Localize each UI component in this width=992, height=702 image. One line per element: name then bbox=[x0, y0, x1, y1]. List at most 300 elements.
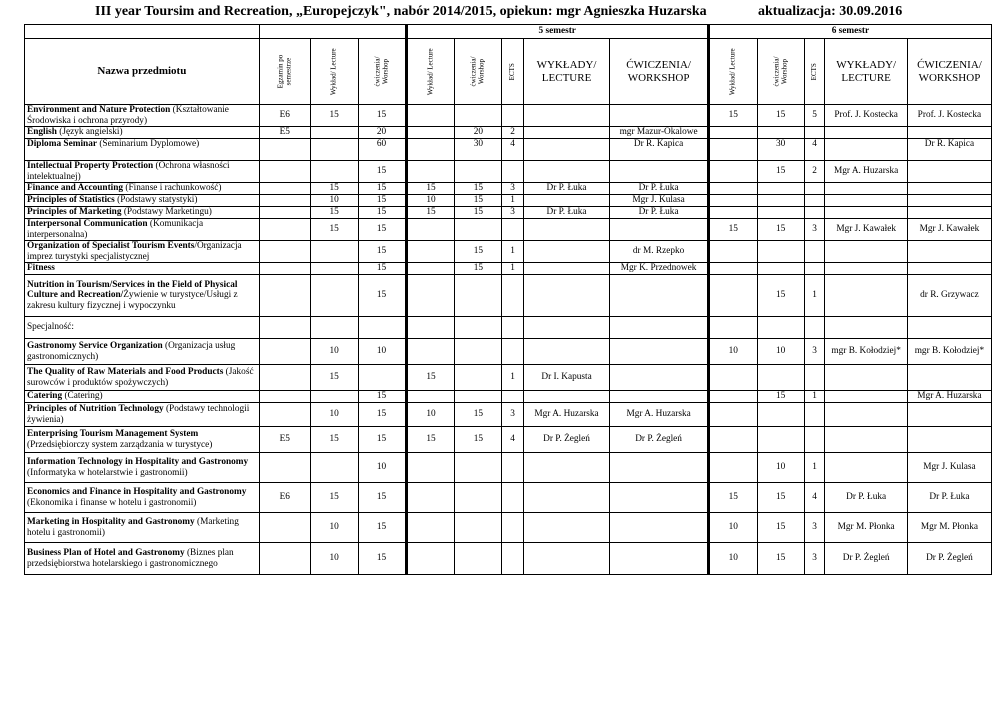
table-row bbox=[25, 403, 992, 427]
course-name bbox=[25, 317, 260, 339]
exam-cell bbox=[259, 275, 310, 317]
workshop-hours-cell: 20 bbox=[358, 127, 406, 139]
s6-workshop-teacher-cell: Dr R. Kapica bbox=[907, 139, 991, 161]
course-name bbox=[25, 127, 260, 139]
exam-cell: E6 bbox=[259, 105, 310, 127]
curriculum-table bbox=[24, 24, 992, 575]
s6-lecture-hours-cell bbox=[708, 391, 757, 403]
s5-lecture-hours-cell bbox=[406, 483, 455, 513]
workshop-hours-cell: 15 bbox=[358, 219, 406, 241]
table-row bbox=[25, 219, 992, 241]
exam-cell: E5 bbox=[259, 127, 310, 139]
course-name-english: Economics and Finance in Hospitality and Gastronomy bbox=[27, 487, 247, 497]
course-name bbox=[25, 513, 260, 543]
exam-cell bbox=[259, 317, 310, 339]
course-name-polish: /Organizacja imprez turystyki specjalistycznej bbox=[27, 241, 242, 262]
s6-workshop-teacher-cell: Mgr J. Kulasa bbox=[907, 453, 991, 483]
s5-lecturer-cell bbox=[523, 139, 610, 161]
lecture-hours-cell: 15 bbox=[310, 207, 358, 219]
lecture-hours-cell: 10 bbox=[310, 339, 358, 365]
s5-lecture-hours-cell bbox=[406, 339, 455, 365]
workshop-hours-cell: 15 bbox=[358, 183, 406, 195]
s6-workshop-teacher-cell: Dr P. Łuka bbox=[907, 483, 991, 513]
course-name-english: Principles of Marketing bbox=[27, 207, 122, 218]
course-name-english: English bbox=[27, 127, 57, 138]
workshop-hours-cell: 10 bbox=[358, 339, 406, 365]
s5-lecturer-cell bbox=[523, 275, 610, 317]
s6-ects-cell: 3 bbox=[804, 219, 825, 241]
s5-lecturer-cell: Dr I. Kapusta bbox=[523, 365, 610, 391]
s5-workshop-teacher-cell: Mgr A. Huzarska bbox=[610, 403, 709, 427]
s6-ects-cell bbox=[804, 403, 825, 427]
document-header bbox=[0, 4, 992, 22]
s5-lecturer-cell: Dr P. Łuka bbox=[523, 207, 610, 219]
s6-ects-cell: 1 bbox=[804, 391, 825, 403]
course-name-polish: (Ekonomika i finanse w hotelu i gastronomii) bbox=[27, 497, 197, 508]
s6-lecturer-cell bbox=[825, 403, 907, 427]
course-name-polish: (Organizacja usług gastronomicznych) bbox=[27, 341, 236, 362]
exam-cell bbox=[259, 195, 310, 207]
course-name-polish: (Przedsiębiorczy system zarządzania w turystyce) bbox=[27, 439, 213, 450]
table-row bbox=[25, 207, 992, 219]
s6-ects-cell: 1 bbox=[804, 275, 825, 317]
course-name-polish: (Catering) bbox=[62, 391, 103, 402]
s5-workshop-hours-cell: 30 bbox=[455, 139, 502, 161]
s6-lecturer-cell: mgr B. Kołodziej* bbox=[825, 339, 907, 365]
course-name bbox=[25, 195, 260, 207]
s5-ects-cell: 1 bbox=[502, 241, 523, 263]
s5-ects-cell: 3 bbox=[502, 183, 523, 195]
s6-workshop-hours-cell bbox=[757, 263, 804, 275]
lecture-hours-cell: 15 bbox=[310, 183, 358, 195]
course-rows bbox=[25, 105, 992, 575]
s6-lecture-hours-cell: 15 bbox=[708, 483, 757, 513]
s6-ects-cell: 1 bbox=[804, 453, 825, 483]
sem6-lecturer-column-header: WYKŁADY/ LECTURE bbox=[825, 39, 907, 105]
s5-workshop-teacher-cell bbox=[610, 275, 709, 317]
s5-workshop-hours-cell bbox=[455, 513, 502, 543]
s5-workshop-hours-cell bbox=[455, 391, 502, 403]
course-name bbox=[25, 403, 260, 427]
course-name-english: Information Technology in Hospitality and Gastronomy bbox=[27, 457, 249, 467]
s5-lecturer-cell: Dr P. Żegleń bbox=[523, 427, 610, 453]
s6-lecture-hours-cell bbox=[708, 139, 757, 161]
course-name-polish: Specjalność: bbox=[27, 322, 74, 333]
s5-ects-cell: 2 bbox=[502, 127, 523, 139]
s6-lecturer-cell bbox=[825, 139, 907, 161]
s6-workshop-teacher-cell bbox=[907, 207, 991, 219]
s6-workshop-teacher-cell bbox=[907, 317, 991, 339]
s5-workshop-hours-cell bbox=[455, 339, 502, 365]
s6-workshop-teacher-cell bbox=[907, 263, 991, 275]
sem5-workshop-column-header: ćwiczenia/ Worshop bbox=[455, 39, 502, 105]
table-row bbox=[25, 263, 992, 275]
sem5-ects-column-header: ECTS bbox=[502, 39, 523, 105]
course-name-polish: (Jakość surowców i produktów spożywczych) bbox=[27, 367, 254, 388]
s6-ects-cell bbox=[804, 183, 825, 195]
exam-cell bbox=[259, 453, 310, 483]
exam-cell bbox=[259, 403, 310, 427]
s5-workshop-teacher-cell: Mgr K. Przednowek bbox=[610, 263, 709, 275]
table-row bbox=[25, 139, 992, 161]
s6-workshop-teacher-cell bbox=[907, 403, 991, 427]
s6-lecture-hours-cell bbox=[708, 365, 757, 391]
s6-lecturer-cell bbox=[825, 275, 907, 317]
s5-ects-cell: 1 bbox=[502, 365, 523, 391]
s5-ects-cell: 1 bbox=[502, 263, 523, 275]
s5-workshop-hours-cell bbox=[455, 275, 502, 317]
s6-lecturer-cell: Mgr M. Płonka bbox=[825, 513, 907, 543]
course-name-english: The Quality of Raw Materials and Food Products bbox=[27, 367, 224, 377]
s5-ects-cell bbox=[502, 339, 523, 365]
workshop-hours-cell: 60 bbox=[358, 139, 406, 161]
workshop-hours-cell: 15 bbox=[358, 483, 406, 513]
s5-workshop-teacher-cell bbox=[610, 365, 709, 391]
s6-ects-cell: 4 bbox=[804, 483, 825, 513]
s5-ects-cell bbox=[502, 219, 523, 241]
lecture-hours-cell bbox=[310, 241, 358, 263]
workshop-hours-cell: 15 bbox=[358, 513, 406, 543]
s5-lecturer-cell bbox=[523, 339, 610, 365]
s6-lecturer-cell bbox=[825, 241, 907, 263]
s6-workshop-hours-cell: 15 bbox=[757, 513, 804, 543]
s6-workshop-teacher-cell bbox=[907, 427, 991, 453]
s6-lecture-hours-cell bbox=[708, 403, 757, 427]
course-name bbox=[25, 219, 260, 241]
exam-cell bbox=[259, 513, 310, 543]
exam-cell bbox=[259, 339, 310, 365]
s5-workshop-teacher-cell: Dr P. Łuka bbox=[610, 207, 709, 219]
exam-cell bbox=[259, 241, 310, 263]
s5-ects-cell bbox=[502, 105, 523, 127]
s5-lecture-hours-cell bbox=[406, 127, 455, 139]
exam-cell bbox=[259, 391, 310, 403]
s6-workshop-hours-cell bbox=[757, 183, 804, 195]
s5-ects-cell bbox=[502, 453, 523, 483]
exam-cell bbox=[259, 139, 310, 161]
workshop-hours-cell bbox=[358, 317, 406, 339]
s6-workshop-hours-cell: 15 bbox=[757, 543, 804, 575]
s5-workshop-teacher-cell: dr M. Rzepko bbox=[610, 241, 709, 263]
course-name-polish: Żywienie w turystyce/Usługi z zakresu kultury fizycznej i wypoczynku bbox=[27, 290, 238, 311]
s6-ects-cell: 5 bbox=[804, 105, 825, 127]
course-name bbox=[25, 139, 260, 161]
s5-ects-cell: 1 bbox=[502, 195, 523, 207]
s5-lecture-hours-cell: 15 bbox=[406, 427, 455, 453]
table-row bbox=[25, 241, 992, 263]
s6-workshop-hours-cell: 15 bbox=[757, 483, 804, 513]
s5-lecturer-cell bbox=[523, 105, 610, 127]
course-name-polish: (Biznes plan przedsiębiorstwa hotelarskiego i gastronomicznego bbox=[27, 548, 234, 569]
exam-cell: E5 bbox=[259, 427, 310, 453]
s6-ects-cell: 4 bbox=[804, 139, 825, 161]
s5-workshop-hours-cell: 15 bbox=[455, 195, 502, 207]
s6-ects-cell bbox=[804, 207, 825, 219]
lecture-hours-cell: 15 bbox=[310, 105, 358, 127]
s6-lecture-hours-cell: 15 bbox=[708, 105, 757, 127]
s5-lecturer-cell bbox=[523, 543, 610, 575]
s6-workshop-hours-cell bbox=[757, 241, 804, 263]
course-name-english: Principles of Nutrition Technology bbox=[27, 404, 164, 414]
s5-lecturer-cell bbox=[523, 219, 610, 241]
s6-lecture-hours-cell bbox=[708, 207, 757, 219]
s6-lecturer-cell: Prof. J. Kostecka bbox=[825, 105, 907, 127]
s5-lecture-hours-cell bbox=[406, 161, 455, 183]
s5-lecture-hours-cell bbox=[406, 317, 455, 339]
s5-ects-cell bbox=[502, 543, 523, 575]
s5-workshop-hours-cell bbox=[455, 317, 502, 339]
s6-workshop-teacher-cell bbox=[907, 365, 991, 391]
s5-lecturer-cell bbox=[523, 161, 610, 183]
lecture-hours-column-header: Wykład/ Lecture bbox=[310, 39, 358, 105]
course-name-english: Principles of Statistics bbox=[27, 195, 115, 206]
s5-workshop-teacher-cell: Dr P. Żegleń bbox=[610, 427, 709, 453]
s6-workshop-hours-cell: 10 bbox=[757, 453, 804, 483]
course-name bbox=[25, 391, 260, 403]
s6-workshop-hours-cell bbox=[757, 207, 804, 219]
course-name bbox=[25, 543, 260, 575]
s5-lecture-hours-cell bbox=[406, 219, 455, 241]
s6-workshop-teacher-cell: Mgr J. Kawałek bbox=[907, 219, 991, 241]
s6-ects-cell bbox=[804, 195, 825, 207]
s6-lecturer-cell bbox=[825, 317, 907, 339]
table-row bbox=[25, 105, 992, 127]
s5-lecturer-cell bbox=[523, 483, 610, 513]
s6-workshop-hours-cell: 15 bbox=[757, 105, 804, 127]
s6-lecture-hours-cell: 15 bbox=[708, 219, 757, 241]
s6-ects-cell bbox=[804, 427, 825, 453]
course-name-polish: (Komunikacja interpersonalna) bbox=[27, 219, 204, 240]
s6-workshop-hours-cell bbox=[757, 195, 804, 207]
s5-workshop-teacher-cell bbox=[610, 543, 709, 575]
s6-workshop-teacher-cell: mgr B. Kołodziej* bbox=[907, 339, 991, 365]
course-name-polish: (Ochrona własności intelektualnej) bbox=[27, 161, 230, 182]
lecture-hours-cell: 10 bbox=[310, 543, 358, 575]
semester-5-header: 5 semestr bbox=[406, 25, 708, 39]
s5-lecture-hours-cell: 15 bbox=[406, 365, 455, 391]
s5-workshop-hours-cell bbox=[455, 483, 502, 513]
course-name-english: Gastronomy Service Organization bbox=[27, 341, 163, 351]
s6-lecture-hours-cell: 10 bbox=[708, 339, 757, 365]
s6-lecture-hours-cell bbox=[708, 127, 757, 139]
course-name-english: Enterprising Tourism Management System bbox=[27, 429, 199, 439]
s5-lecturer-cell: Mgr A. Huzarska bbox=[523, 403, 610, 427]
s5-workshop-teacher-cell: Dr P. Łuka bbox=[610, 183, 709, 195]
s5-lecturer-cell bbox=[523, 263, 610, 275]
s6-lecturer-cell: Mgr J. Kawałek bbox=[825, 219, 907, 241]
s6-workshop-hours-cell: 30 bbox=[757, 139, 804, 161]
table-row bbox=[25, 339, 992, 365]
s6-lecture-hours-cell bbox=[708, 161, 757, 183]
course-name bbox=[25, 183, 260, 195]
s6-lecture-hours-cell bbox=[708, 183, 757, 195]
s5-workshop-teacher-cell bbox=[610, 483, 709, 513]
semester-6-header: 6 semestr bbox=[708, 25, 991, 39]
course-name bbox=[25, 275, 260, 317]
course-name bbox=[25, 483, 260, 513]
s6-lecture-hours-cell bbox=[708, 427, 757, 453]
lecture-hours-cell bbox=[310, 127, 358, 139]
s6-lecturer-cell bbox=[825, 365, 907, 391]
s6-workshop-hours-cell bbox=[757, 127, 804, 139]
table-row bbox=[25, 195, 992, 207]
table-row bbox=[25, 365, 992, 391]
course-name-english: Intellectual Property Protection bbox=[27, 161, 154, 171]
s5-ects-cell bbox=[502, 317, 523, 339]
exam-cell bbox=[259, 543, 310, 575]
sem5-lecturer-column-header: WYKŁADY/ LECTURE bbox=[523, 39, 610, 105]
s5-workshop-teacher-cell bbox=[610, 339, 709, 365]
workshop-hours-column-header: ćwiczenia/ Worshop bbox=[358, 39, 406, 105]
workshop-hours-cell: 15 bbox=[358, 241, 406, 263]
s5-lecturer-cell: Dr P. Łuka bbox=[523, 183, 610, 195]
s6-ects-cell bbox=[804, 241, 825, 263]
sem6-workshop-teacher-column-header: ĆWICZENIA/ WORKSHOP bbox=[907, 39, 991, 105]
s5-ects-cell bbox=[502, 161, 523, 183]
s6-lecturer-cell bbox=[825, 453, 907, 483]
s6-lecturer-cell bbox=[825, 195, 907, 207]
s5-workshop-hours-cell bbox=[455, 219, 502, 241]
s6-workshop-hours-cell: 15 bbox=[757, 275, 804, 317]
s5-workshop-hours-cell: 15 bbox=[455, 427, 502, 453]
header-blank-2 bbox=[259, 25, 406, 39]
s6-workshop-hours-cell bbox=[757, 365, 804, 391]
lecture-hours-cell: 15 bbox=[310, 219, 358, 241]
s6-workshop-hours-cell: 15 bbox=[757, 161, 804, 183]
s5-ects-cell bbox=[502, 513, 523, 543]
s5-lecture-hours-cell bbox=[406, 275, 455, 317]
s6-workshop-teacher-cell bbox=[907, 195, 991, 207]
s5-workshop-teacher-cell: Mgr J. Kulasa bbox=[610, 195, 709, 207]
s6-ects-cell bbox=[804, 263, 825, 275]
course-name bbox=[25, 105, 260, 127]
exam-cell bbox=[259, 183, 310, 195]
table-row bbox=[25, 543, 992, 575]
lecture-hours-cell bbox=[310, 453, 358, 483]
s6-workshop-teacher-cell bbox=[907, 161, 991, 183]
s5-lecture-hours-cell bbox=[406, 513, 455, 543]
s5-ects-cell bbox=[502, 391, 523, 403]
s6-workshop-teacher-cell: Mgr M. Płonka bbox=[907, 513, 991, 543]
s5-workshop-hours-cell bbox=[455, 161, 502, 183]
workshop-hours-cell: 15 bbox=[358, 161, 406, 183]
s6-lecturer-cell bbox=[825, 263, 907, 275]
workshop-hours-cell: 15 bbox=[358, 195, 406, 207]
table-row bbox=[25, 391, 992, 403]
table-row bbox=[25, 161, 992, 183]
course-name bbox=[25, 453, 260, 483]
s5-lecture-hours-cell: 10 bbox=[406, 403, 455, 427]
s6-workshop-teacher-cell: dr R. Grzywacz bbox=[907, 275, 991, 317]
course-name-english: Organization of Specialist Tourism Events bbox=[27, 241, 195, 251]
workshop-hours-cell bbox=[358, 365, 406, 391]
s6-workshop-teacher-cell bbox=[907, 183, 991, 195]
s6-workshop-hours-cell: 15 bbox=[757, 219, 804, 241]
s6-ects-cell bbox=[804, 127, 825, 139]
s5-ects-cell: 3 bbox=[502, 403, 523, 427]
s6-ects-cell: 3 bbox=[804, 339, 825, 365]
course-name bbox=[25, 241, 260, 263]
course-name bbox=[25, 263, 260, 275]
course-name-english: Catering bbox=[27, 391, 63, 402]
s5-workshop-teacher-cell: Dr R. Kapica bbox=[610, 139, 709, 161]
s5-workshop-teacher-cell bbox=[610, 161, 709, 183]
s6-workshop-teacher-cell bbox=[907, 127, 991, 139]
s5-lecturer-cell bbox=[523, 127, 610, 139]
s5-workshop-teacher-cell: mgr Mazur-Okalowe bbox=[610, 127, 709, 139]
course-name-english: Environment and Nature Protection bbox=[27, 105, 171, 115]
s6-ects-cell: 3 bbox=[804, 513, 825, 543]
s5-workshop-teacher-cell bbox=[610, 219, 709, 241]
sem6-ects-column-header: ECTS bbox=[804, 39, 825, 105]
s5-lecture-hours-cell bbox=[406, 453, 455, 483]
workshop-hours-cell: 15 bbox=[358, 105, 406, 127]
course-name bbox=[25, 339, 260, 365]
course-name-polish: (Kształtowanie Środowiska i ochrona przyrody) bbox=[27, 105, 229, 126]
s5-ects-cell: 3 bbox=[502, 207, 523, 219]
s5-workshop-hours-cell bbox=[455, 453, 502, 483]
table-row bbox=[25, 317, 992, 339]
sem5-lecture-column-header: Wykład/ Lecture bbox=[406, 39, 455, 105]
s5-lecture-hours-cell bbox=[406, 105, 455, 127]
exam-cell bbox=[259, 219, 310, 241]
s5-ects-cell: 4 bbox=[502, 427, 523, 453]
s6-workshop-hours-cell: 15 bbox=[757, 391, 804, 403]
course-name bbox=[25, 427, 260, 453]
s6-lecturer-cell bbox=[825, 207, 907, 219]
course-name-english: Fitness bbox=[27, 263, 55, 274]
s6-lecture-hours-cell: 10 bbox=[708, 543, 757, 575]
course-name-english: Marketing in Hospitality and Gastronomy bbox=[27, 517, 195, 527]
s5-workshop-hours-cell: 15 bbox=[455, 241, 502, 263]
s6-lecture-hours-cell bbox=[708, 275, 757, 317]
s5-ects-cell bbox=[502, 483, 523, 513]
s5-lecture-hours-cell bbox=[406, 139, 455, 161]
s5-ects-cell bbox=[502, 275, 523, 317]
table-row bbox=[25, 483, 992, 513]
sem6-lecture-column-header: Wykład/ Lecture bbox=[708, 39, 757, 105]
course-name-polish: (Podstawy statystyki) bbox=[114, 195, 198, 206]
s6-workshop-hours-cell bbox=[757, 317, 804, 339]
workshop-hours-cell: 15 bbox=[358, 427, 406, 453]
table-row bbox=[25, 427, 992, 453]
s5-workshop-hours-cell bbox=[455, 543, 502, 575]
s6-lecture-hours-cell bbox=[708, 263, 757, 275]
s6-lecturer-cell: Dr P. Żegleń bbox=[825, 543, 907, 575]
table-row bbox=[25, 453, 992, 483]
course-name-polish: (Seminarium Dyplomowe) bbox=[97, 139, 200, 149]
s6-lecturer-cell bbox=[825, 183, 907, 195]
exam-cell bbox=[259, 263, 310, 275]
table-row bbox=[25, 127, 992, 139]
workshop-hours-cell: 15 bbox=[358, 403, 406, 427]
s6-lecture-hours-cell: 10 bbox=[708, 513, 757, 543]
s6-lecturer-cell: Mgr A. Huzarska bbox=[825, 161, 907, 183]
lecture-hours-cell: 10 bbox=[310, 403, 358, 427]
s6-lecture-hours-cell bbox=[708, 195, 757, 207]
lecture-hours-cell: 15 bbox=[310, 483, 358, 513]
document-title: III year Toursim and Recreation, „Europejczyk", nabór 2014/2015, opiekun: mgr Agnieszka Huzarska bbox=[95, 4, 707, 19]
s5-lecturer-cell bbox=[523, 391, 610, 403]
workshop-hours-cell: 15 bbox=[358, 391, 406, 403]
course-name-english: Finance and Accounting bbox=[27, 183, 124, 194]
table-row bbox=[25, 275, 992, 317]
s5-workshop-teacher-cell bbox=[610, 513, 709, 543]
lecture-hours-cell: 15 bbox=[310, 427, 358, 453]
s5-workshop-hours-cell: 20 bbox=[455, 127, 502, 139]
s6-lecturer-cell: Dr P. Łuka bbox=[825, 483, 907, 513]
exam-cell: E6 bbox=[259, 483, 310, 513]
